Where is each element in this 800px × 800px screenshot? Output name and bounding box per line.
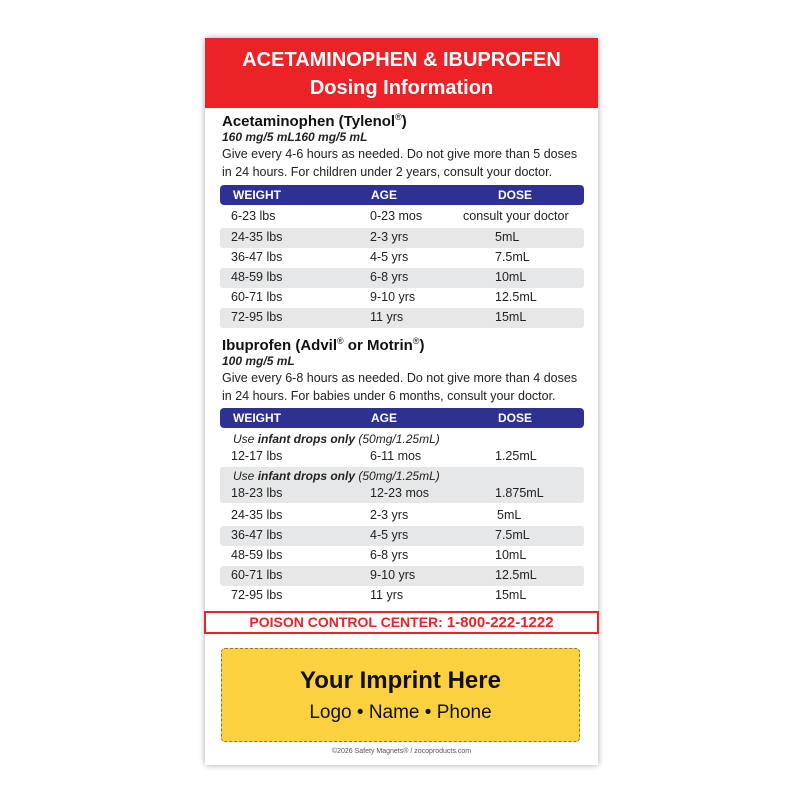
cell-weight: 72-95 lbs [231, 310, 283, 324]
cell-weight: 48-59 lbs [231, 270, 283, 284]
ibuprofen-title: Ibuprofen (Advil® or Motrin®) [222, 336, 425, 354]
cell-weight: 36-47 lbs [231, 528, 283, 542]
card-header [205, 38, 598, 108]
cell-dose: 7.5mL [495, 250, 530, 264]
ibuprofen-description: Give every 6-8 hours as needed. Do not give more than 4 doses in 24 hours. For babies under 6 months, consult your doctor. [222, 371, 578, 403]
table-row [220, 546, 584, 566]
cell-age: 9-10 yrs [370, 568, 416, 582]
col-age: AGE [371, 411, 398, 425]
table-row [220, 430, 584, 466]
copyright-text: ©2026 Safety Magnets® / zocoproducts.com [331, 748, 472, 755]
cell-dose: 12.5mL [495, 290, 537, 304]
cell-weight: 36-47 lbs [231, 250, 283, 264]
poison-control-label: POISON CONTROL CENTER: [249, 614, 443, 630]
imprint-subtitle: Logo • Name • Phone [309, 702, 492, 723]
ibuprofen-table-header [220, 408, 584, 428]
table-row [220, 248, 584, 268]
table-row [220, 526, 584, 546]
cell-age: 6-8 yrs [370, 548, 409, 562]
col-age: AGE [371, 188, 398, 202]
cell-age: 12-23 mos [370, 486, 430, 500]
cell-dose: 10mL [495, 548, 527, 562]
cell-weight: 24-35 lbs [231, 230, 283, 244]
table-row [220, 288, 584, 308]
cell-weight: 72-95 lbs [231, 588, 283, 602]
acetaminophen-description: Give every 4-6 hours as needed. Do not give more than 5 doses in 24 hours. For children under 2 years, consult your doctor. [222, 147, 578, 179]
acetaminophen-table-header [220, 185, 584, 205]
acetaminophen-concentration: 160 mg/5 mL160 mg/5 mL [222, 130, 368, 144]
table-row [220, 207, 584, 227]
col-dose: DOSE [498, 188, 533, 202]
cell-age: 0-23 mos [370, 209, 423, 223]
cell-weight: 24-35 lbs [231, 508, 283, 522]
cell-age: 11 yrs [370, 588, 404, 602]
cell-age: 11 yrs [370, 310, 404, 324]
cell-dose: 1.25mL [495, 449, 537, 463]
cell-age: 2-3 yrs [370, 508, 409, 522]
table-row [220, 308, 584, 328]
ibuprofen-concentration: 100 mg/5 mL [222, 354, 295, 368]
imprint-area [221, 648, 580, 742]
cell-age: 9-10 yrs [370, 290, 416, 304]
table-row [220, 586, 584, 606]
cell-age: 2-3 yrs [370, 230, 409, 244]
cell-age: 6-8 yrs [370, 270, 409, 284]
poison-control-number: 1-800-222-1222 [446, 614, 554, 631]
infant-drops-note: Use infant drops only (50mg/1.25mL) [233, 432, 440, 446]
cell-age: 4-5 yrs [370, 250, 409, 264]
table-row [220, 268, 584, 288]
cell-dose: 7.5mL [495, 528, 530, 542]
cell-dose: 12.5mL [495, 568, 537, 582]
infant-drops-note: Use infant drops only (50mg/1.25mL) [233, 469, 440, 483]
imprint-title: Your Imprint Here [300, 667, 501, 694]
cell-weight: 60-71 lbs [231, 568, 283, 582]
cell-dose: 10mL [495, 270, 527, 284]
table-row [220, 467, 584, 503]
col-dose: DOSE [498, 411, 533, 425]
header-subtitle: Dosing Information [309, 77, 494, 99]
cell-weight: 48-59 lbs [231, 548, 283, 562]
cell-weight: 60-71 lbs [231, 290, 283, 304]
table-row [220, 228, 584, 248]
poison-control-banner [204, 611, 599, 634]
cell-dose: 5mL [495, 230, 520, 244]
acetaminophen-title: Acetaminophen (Tylenol®) [222, 112, 407, 130]
table-row [220, 566, 584, 586]
cell-weight: 18-23 lbs [231, 486, 283, 500]
cell-age: 6-11 mos [370, 449, 422, 463]
cell-weight: 12-17 lbs [231, 449, 283, 463]
cell-age: 4-5 yrs [370, 528, 409, 542]
cell-dose: consult your doctor [463, 209, 569, 223]
cell-dose: 15mL [495, 310, 527, 324]
cell-weight: 6-23 lbs [231, 209, 276, 223]
dosing-card [205, 38, 598, 765]
table-row [220, 506, 584, 526]
col-weight: WEIGHT [233, 188, 281, 202]
cell-dose: 15mL [495, 588, 527, 602]
cell-dose: 5mL [497, 508, 522, 522]
col-weight: WEIGHT [233, 411, 281, 425]
header-title: ACETAMINOPHEN & IBUPROFEN [242, 49, 561, 71]
cell-dose: 1.875mL [495, 486, 544, 500]
